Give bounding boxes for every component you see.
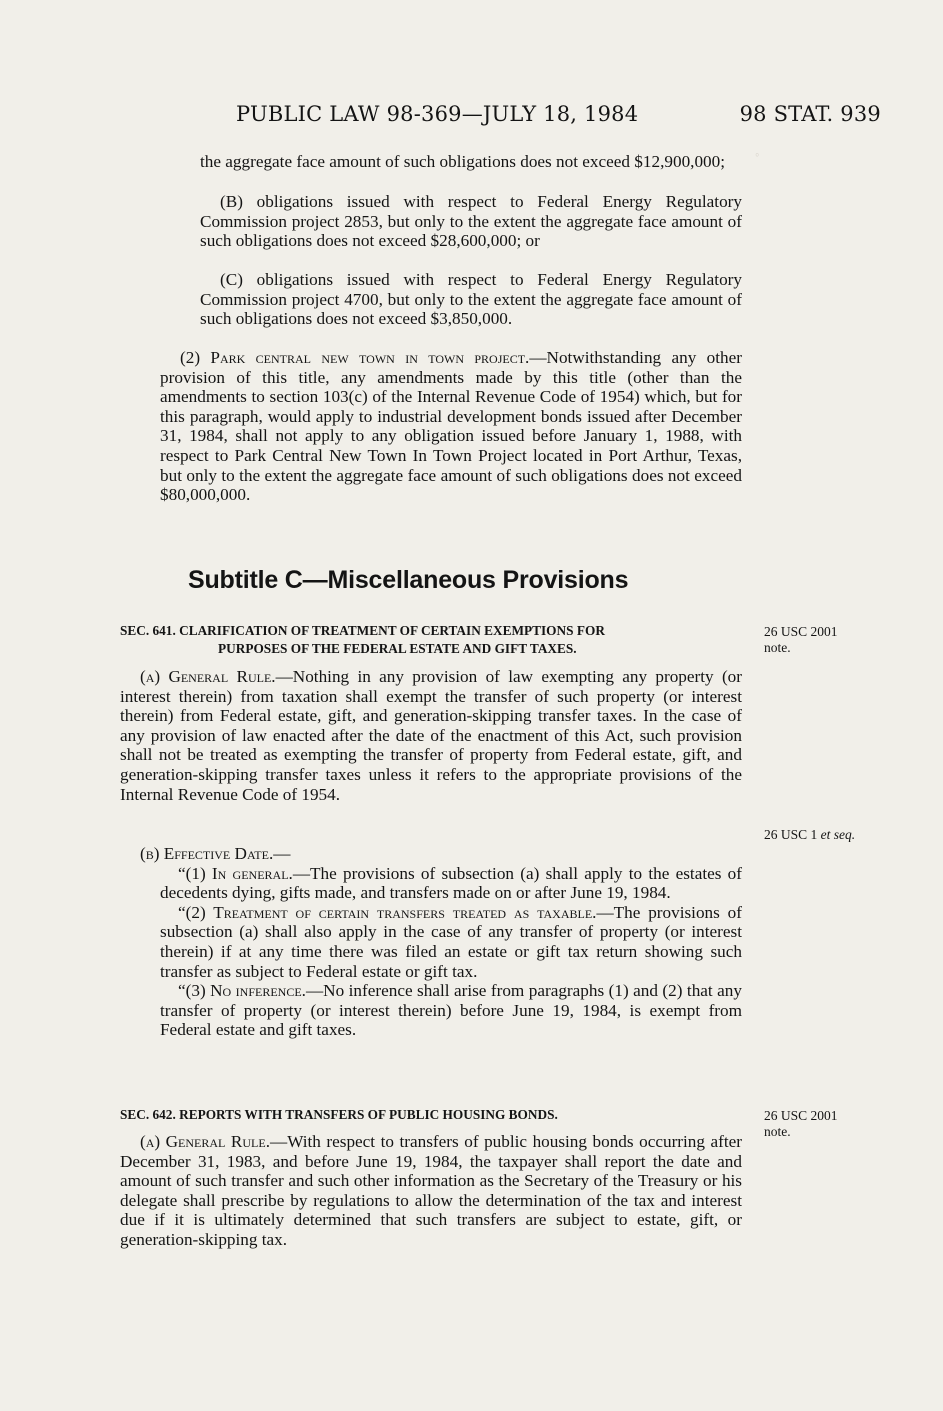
section-641-heading-line1: SEC. 641. CLARIFICATION OF TREATMENT OF CERTAIN EXEMPTIONS FOR <box>120 623 605 638</box>
margin-note-3 <box>764 1108 838 1140</box>
section-641-b2-label: “(2) Treatment of certain transfers treated as taxable. <box>178 902 597 922</box>
section-641-b2 <box>120 903 742 981</box>
section-641-a-text: —Nothing in any provision of law exempting any property (or interest therein) from taxation shall exempt the transfer of such property (or interest therein) from Federal estate, gift, and generation-skipping transfer taxes. In the case of any provision of law enacted after the date of the enactment of this Act, such provision shall not be treated as exempting the transfer of property from Federal estate, gift, and generation-skipping transfer taxes unless it refers to the appropriate provisions of the Internal Revenue Code of 1954. <box>120 667 742 804</box>
margin-note-3-citation: 26 USC 2001 <box>764 1108 838 1123</box>
margin-note-1 <box>764 624 838 656</box>
page-number: 98 STAT. 939 <box>739 102 881 126</box>
section-641-b-heading-line <box>120 844 742 864</box>
paragraph-2-body <box>160 348 742 505</box>
clause-c <box>120 270 742 329</box>
section-641-b1-label: “(1) In general. <box>178 863 293 883</box>
section-641-b3-text: —No inference shall arise from paragraphs (1) and (2) that any transfer of property (or interest therein) before June 19, 1984, is exempt from Federal estate and gift taxes. <box>160 981 742 1040</box>
margin-note-2-italic: et seq. <box>820 827 856 842</box>
top-continuation <box>120 152 822 172</box>
section-641-subsection-b <box>120 844 742 1040</box>
paragraph-2-heading: (2) Park central new town in town project. <box>180 348 530 367</box>
margin-note-2 <box>764 827 855 843</box>
section-642-a-body <box>120 1132 742 1250</box>
paragraph-2 <box>120 348 742 505</box>
margin-note-1-citation: 26 USC 2001 <box>764 624 838 639</box>
section-641-b2-text: —The provisions of subsection (a) shall also apply in the case of any transfer of property (or interest therein) if at any time there was filed an estate or gift tax return showing such transfer as subject to Federal estate or gift tax. <box>160 902 742 981</box>
section-641-b1 <box>120 864 742 903</box>
running-header-left: PUBLIC LAW 98-369—JULY 18, 1984 <box>236 102 639 126</box>
paragraph-2-text: —Notwithstanding any other provision of this title, any amendments made by this title (other than the amendments to section 103(c) of the Internal Revenue Code of 1954) which, but for this paragraph, would apply to industrial development bonds issued after December 31, 1984, shall not apply to any obligation issued before January 1, 1988, with respect to Park Central New Town In Town Project located in Port Arthur, Texas, but only to the extent the aggregate face amount of such obligations does not exceed $80,000,000. <box>160 348 742 505</box>
margin-note-2-citation: 26 USC 1 <box>764 827 821 842</box>
section-641-b3-label: “(3) No inference. <box>178 981 306 1001</box>
section-641-b-label: (b) Effective Date. <box>140 844 274 863</box>
section-641-heading-line2: PURPOSES OF THE FEDERAL ESTATE AND GIFT TAXES. <box>218 641 577 656</box>
section-641-a-body <box>120 667 742 804</box>
section-641-subsection-a <box>120 667 742 804</box>
section-641-a-label: (a) General Rule. <box>140 667 276 686</box>
margin-note-3-note: note. <box>764 1124 791 1139</box>
section-641-heading <box>120 622 746 658</box>
show-through-decoration: ﾟ <box>755 154 762 169</box>
section-642-a-text: —With respect to transfers of public housing bonds occurring after December 31, 1983, and before June 19, 1984, the taxpayer shall report the date and amount of such transfer and such other information as the Secretary of the Treasury or his delegate shall prescribe by regulations to allow the determination of the tax and interest due if it is ultimately determined that such transfers are subject to estate, gift, or generation-skipping tax. <box>120 1132 742 1249</box>
section-642-subsection-a <box>120 1132 742 1250</box>
continuation-text: the aggregate face amount of such obligations does not exceed $12,900,000; <box>200 152 726 171</box>
section-641-b-dash: — <box>273 844 291 863</box>
clause-b-text: (B) obligations issued with respect to Federal Energy Regulatory Commission project 2853, but only to the extent the aggregate face amount of such obligations does not exceed $28,600,000; or <box>200 192 742 251</box>
clause-c-text: (C) obligations issued with respect to Federal Energy Regulatory Commission project 4700, but only to the extent the aggregate face amount of such obligations does not exceed $3,850,000. <box>200 270 742 329</box>
section-642-heading: SEC. 642. REPORTS WITH TRANSFERS OF PUBLIC HOUSING BONDS. <box>120 1107 558 1122</box>
section-641-b3 <box>120 981 742 1040</box>
section-642-a-label: (a) General Rule. <box>140 1132 271 1151</box>
clause-b <box>120 192 742 251</box>
section-641-b1-text: —The provisions of subsection (a) shall apply to the estates of decedents dying, gifts made, and transfers made on or after June 19, 1984. <box>160 863 742 903</box>
subtitle-heading: Subtitle C—Miscellaneous Provisions <box>188 566 629 594</box>
margin-note-1-note: note. <box>764 640 791 655</box>
